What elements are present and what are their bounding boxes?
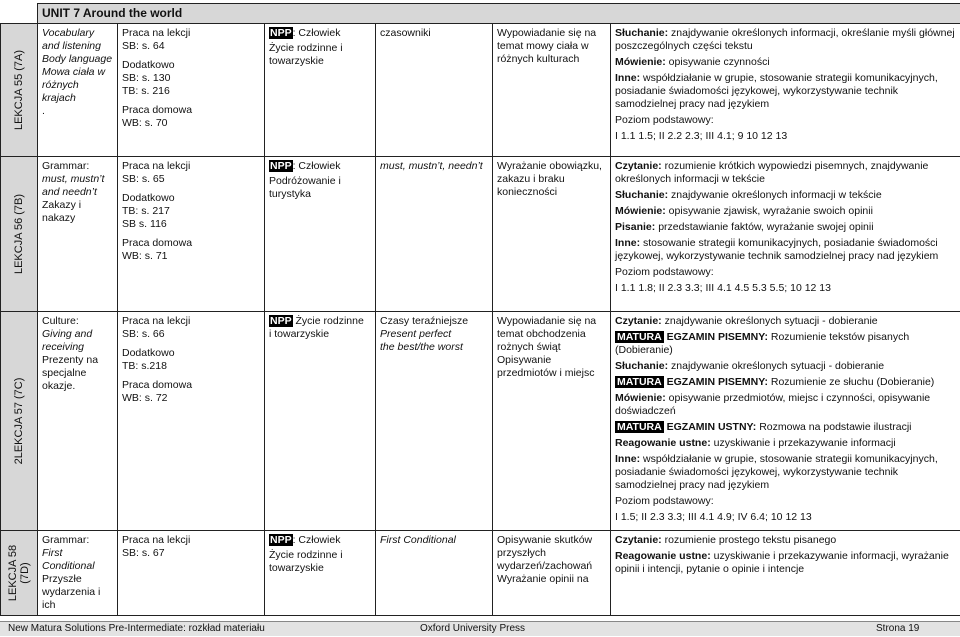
skill-text: Rozumienie ze słuchu (Dobieranie) [767, 376, 935, 388]
topic-cell [38, 157, 118, 312]
skill-text: współdziałanie w grupie, stosowanie strategii komunikacyjnych, posiadanie świadomości językowej, wykorzystywanie technik samodzielnej pracy nad językiem [615, 453, 938, 491]
skill-label: Mówienie: [615, 205, 666, 217]
lesson-plan-table [0, 3, 960, 616]
skill-item [615, 189, 956, 202]
functions-cell [493, 531, 611, 616]
matura-badge: MATURA [617, 376, 662, 388]
materials-heading: Praca domowa [122, 237, 193, 249]
skill-label: Inne: [615, 237, 641, 249]
skill-text: Rozumienie tekstów pisanych (Dobieranie) [615, 331, 910, 356]
topic-cell [38, 531, 118, 616]
skill-item [615, 511, 956, 524]
materials-group [122, 192, 260, 231]
skill-text: przedstawianie faktów, wyrażanie swojej opinii [655, 221, 874, 233]
skill-text: rozumienie krótkich wypowiedzi pisemnych, znajdywanie określonych informacji w tekście [615, 160, 929, 185]
topic-line: Grammar: [42, 160, 90, 172]
page-footer [0, 621, 960, 636]
skill-text: współdziałanie w grupie, stosowanie strategii komunikacyjnych, posiadanie świadomości językowej, wykorzystywanie technik samodzielnej pracy nad językiem [615, 72, 938, 110]
topic-line: Body language [42, 53, 113, 65]
materials-heading: Praca domowa [122, 379, 193, 391]
npp-line [269, 315, 371, 328]
skills-cell [611, 24, 960, 157]
npp-text: : Człowiek [292, 27, 341, 39]
materials-heading: Praca na lekcji [122, 160, 191, 172]
skill-text: znajdywanie określonych informacji w tekście [668, 189, 882, 201]
skill-text: opisywanie przedmiotów, miejsc i czynności, opisywanie doświadczeń [615, 392, 931, 417]
skill-item [615, 72, 956, 111]
function-item: Opisywanie przedmiotów i miejsc [497, 354, 595, 379]
materials-group [122, 534, 260, 560]
skill-item [615, 495, 956, 508]
materials-item: TB: s. 217 [122, 205, 170, 217]
topic-line: Grammar: [42, 534, 90, 546]
skill-item [615, 534, 956, 547]
materials-cell [118, 157, 265, 312]
grammar-cell [376, 24, 493, 157]
npp-subtopic: i towarzyskie [269, 328, 330, 340]
materials-group [122, 104, 260, 130]
npp-cell [265, 157, 376, 312]
topic-line: must, mustn’t and needn’t [42, 173, 105, 198]
lesson-label-cell [1, 157, 38, 312]
skill-text: znajdywanie określonych informacji, określanie myśli głównej poszczególnych części tekstu [615, 27, 955, 52]
skill-text: opisywanie czynności [665, 56, 770, 68]
lesson-label: LEKCJA 56 (7B) [13, 193, 25, 275]
materials-group [122, 237, 260, 263]
materials-item: SB: s. 64 [122, 40, 165, 52]
materials-item: WB: s. 71 [122, 250, 168, 262]
materials-group [122, 27, 260, 53]
topic-line: First Conditional [42, 547, 95, 572]
skill-label: Czytanie: [615, 160, 662, 172]
npp-badge: NPP [270, 27, 292, 39]
functions-cell [493, 312, 611, 531]
skill-label: Reagowanie ustne: [615, 437, 711, 449]
topic-line: Zakazy i nakazy [42, 199, 82, 224]
skill-item [615, 266, 956, 279]
skill-text: opisywanie zjawisk, wyrażanie swoich opinii [665, 205, 873, 217]
materials-item: TB: s.218 [122, 360, 167, 372]
materials-heading: Praca domowa [122, 104, 193, 116]
footer-left: New Matura Solutions Pre-Intermediate: rozkład materiału [8, 623, 265, 634]
lesson-row [1, 24, 960, 157]
npp-text: : Człowiek [292, 534, 341, 546]
exam-label: EGZAMIN PISEMNY: [666, 331, 768, 343]
materials-heading: Praca na lekcji [122, 27, 191, 39]
lesson-label-cell [1, 24, 38, 157]
skill-item [615, 237, 956, 263]
skills-cell [611, 157, 960, 312]
topic-line: . [42, 105, 45, 117]
grammar-item: czasowniki [380, 27, 431, 39]
grammar-cell [376, 531, 493, 616]
materials-heading: Praca na lekcji [122, 534, 191, 546]
skill-text: uzyskiwanie i przekazywanie informacji [710, 437, 896, 449]
lesson-row [1, 312, 960, 531]
skill-item [615, 392, 956, 418]
skills-cell [611, 531, 960, 616]
topic-line: Vocabulary and listening [42, 27, 101, 52]
topic-line: Mowa ciała w różnych krajach [42, 66, 106, 104]
skill-text: I 1.5; II 2.3 3.3; III 4.1 4.9; IV 6.4; 10 12 13 [615, 511, 812, 523]
footer-center: Oxford University Press [420, 623, 526, 634]
topic-cell [38, 312, 118, 531]
corner-cell [1, 4, 38, 24]
skill-item [615, 376, 956, 389]
skill-item [615, 282, 956, 295]
grammar-cell [376, 312, 493, 531]
lesson-label: LEKCJA 58 (7D) [7, 544, 31, 602]
skill-text: Poziom podstawowy: [615, 495, 714, 507]
skill-text: Poziom podstawowy: [615, 266, 714, 278]
materials-heading: Dodatkowo [122, 347, 175, 359]
grammar-item: Czasy teraźniejsze [380, 315, 469, 327]
skill-text: I 1.1 1.8; II 2.3 3.3; III 4.1 4.5 5.3 5.5; 10 12 13 [615, 282, 831, 294]
skill-text: stosowanie strategii komunikacyjnych, posiadanie świadomości językowej, wykorzystywanie technik samodzielnej pracy nad językiem [615, 237, 939, 262]
grammar-item: Present perfect [380, 328, 452, 340]
npp-cell [265, 24, 376, 157]
skill-item [615, 114, 956, 127]
lesson-label-cell [1, 531, 38, 616]
topic-line: Giving and receiving [42, 328, 93, 353]
npp-badge: NPP [270, 160, 292, 172]
functions-cell [493, 157, 611, 312]
grammar-item: First Conditional [380, 534, 456, 546]
materials-heading: Dodatkowo [122, 59, 175, 71]
skill-item [615, 550, 956, 576]
materials-item: WB: s. 70 [122, 117, 168, 129]
function-item: Wypowiadanie się na temat obchodzenia rożnych świąt [497, 315, 597, 353]
materials-group [122, 315, 260, 341]
skill-item [615, 315, 956, 328]
skill-item [615, 221, 956, 234]
skills-cell [611, 312, 960, 531]
skill-item [615, 56, 956, 69]
skill-text: Rozmowa na podstawie ilustracji [756, 421, 912, 433]
unit-title: UNIT 7 Around the world [38, 4, 960, 24]
skill-label: Pisanie: [615, 221, 656, 233]
npp-badge: NPP [270, 315, 292, 327]
skill-text: znajdywanie określonych sytuacji - dobieranie [661, 315, 878, 327]
skill-text: znajdywanie określonych sytuacji - dobieranie [668, 360, 885, 372]
lesson-label-cell [1, 312, 38, 531]
grammar-item: must, mustn’t, needn’t [380, 160, 483, 172]
materials-item: SB s. 116 [122, 218, 167, 230]
function-item: Wyrażanie opinii na [497, 573, 589, 585]
materials-item: SB: s. 65 [122, 173, 165, 185]
npp-cell [265, 312, 376, 531]
unit-header-row [1, 4, 960, 24]
skill-label: Reagowanie ustne: [615, 550, 711, 562]
function-item: Wypowiadanie się na temat mowy ciała w różnych kulturach [497, 27, 597, 65]
npp-line [269, 534, 371, 547]
matura-badge: MATURA [617, 331, 662, 343]
materials-cell [118, 312, 265, 531]
skill-item [615, 453, 956, 492]
materials-heading: Praca na lekcji [122, 315, 191, 327]
materials-heading: Dodatkowo [122, 192, 175, 204]
skill-label: Czytanie: [615, 315, 662, 327]
skill-item [615, 331, 956, 357]
lesson-label: LEKCJA 55 (7A) [13, 49, 25, 131]
npp-badge: NPP [270, 534, 292, 546]
materials-item: TB: s. 216 [122, 85, 170, 97]
materials-group [122, 160, 260, 186]
function-item: Opisywanie skutków przyszłych wydarzeń/zachowań [497, 534, 593, 572]
skill-label: Czytanie: [615, 534, 662, 546]
skill-text: rozumienie prostego tekstu pisanego [661, 534, 837, 546]
skill-label: Słuchanie: [615, 189, 669, 201]
skill-label: Słuchanie: [615, 360, 669, 372]
skill-item [615, 421, 956, 434]
skill-item [615, 205, 956, 218]
function-item: Wyrażanie obowiązku, zakazu i braku konieczności [497, 160, 602, 198]
exam-label: EGZAMIN USTNY: [666, 421, 757, 433]
npp-text: Życie rodzinne [292, 315, 364, 327]
skill-item [615, 130, 956, 143]
topic-line: Culture: [42, 315, 79, 327]
skill-item [615, 437, 956, 450]
npp-line [269, 27, 371, 40]
npp-text: : Człowiek [292, 160, 341, 172]
skill-item [615, 27, 956, 53]
matura-badge: MATURA [617, 421, 662, 433]
materials-cell [118, 531, 265, 616]
npp-subtopic: Życie rodzinne i towarzyskie [269, 549, 343, 574]
materials-item: SB: s. 67 [122, 547, 165, 559]
materials-item: SB: s. 130 [122, 72, 171, 84]
skill-label: Mówienie: [615, 392, 666, 404]
materials-group [122, 59, 260, 98]
skill-label: Słuchanie: [615, 27, 669, 39]
skill-item [615, 160, 956, 186]
materials-item: WB: s. 72 [122, 392, 168, 404]
topic-line: Przyszłe wydarzenia i ich [42, 573, 101, 611]
lesson-row [1, 531, 960, 616]
functions-cell [493, 24, 611, 157]
npp-subtopic: Podróżowanie i turystyka [269, 175, 341, 200]
grammar-cell [376, 157, 493, 312]
skill-text: I 1.1 1.5; II 2.2 2.3; III 4.1; 9 10 12 13 [615, 130, 788, 142]
topic-line: Prezenty na specjalne okazje. [42, 354, 99, 392]
materials-cell [118, 24, 265, 157]
npp-line [269, 160, 371, 173]
npp-subtopic: Życie rodzinne i towarzyskie [269, 42, 343, 67]
npp-cell [265, 531, 376, 616]
exam-label: EGZAMIN PISEMNY: [666, 376, 768, 388]
materials-group [122, 379, 260, 405]
skill-label: Mówienie: [615, 56, 666, 68]
materials-item: SB: s. 66 [122, 328, 165, 340]
lesson-label: 2LEKCJA 57 (7C) [13, 377, 25, 465]
footer-page-number: Strona 19 [876, 623, 920, 634]
skill-item [615, 360, 956, 373]
skill-text: Poziom podstawowy: [615, 114, 714, 126]
topic-cell [38, 24, 118, 157]
lesson-row [1, 157, 960, 312]
skill-label: Inne: [615, 72, 641, 84]
grammar-item: the best/the worst [380, 341, 463, 353]
skill-label: Inne: [615, 453, 641, 465]
materials-group [122, 347, 260, 373]
skill-text: uzyskiwanie i przekazywanie informacji, wyrażanie opinii i intencji, pytanie o opinie i intencje [615, 550, 949, 575]
